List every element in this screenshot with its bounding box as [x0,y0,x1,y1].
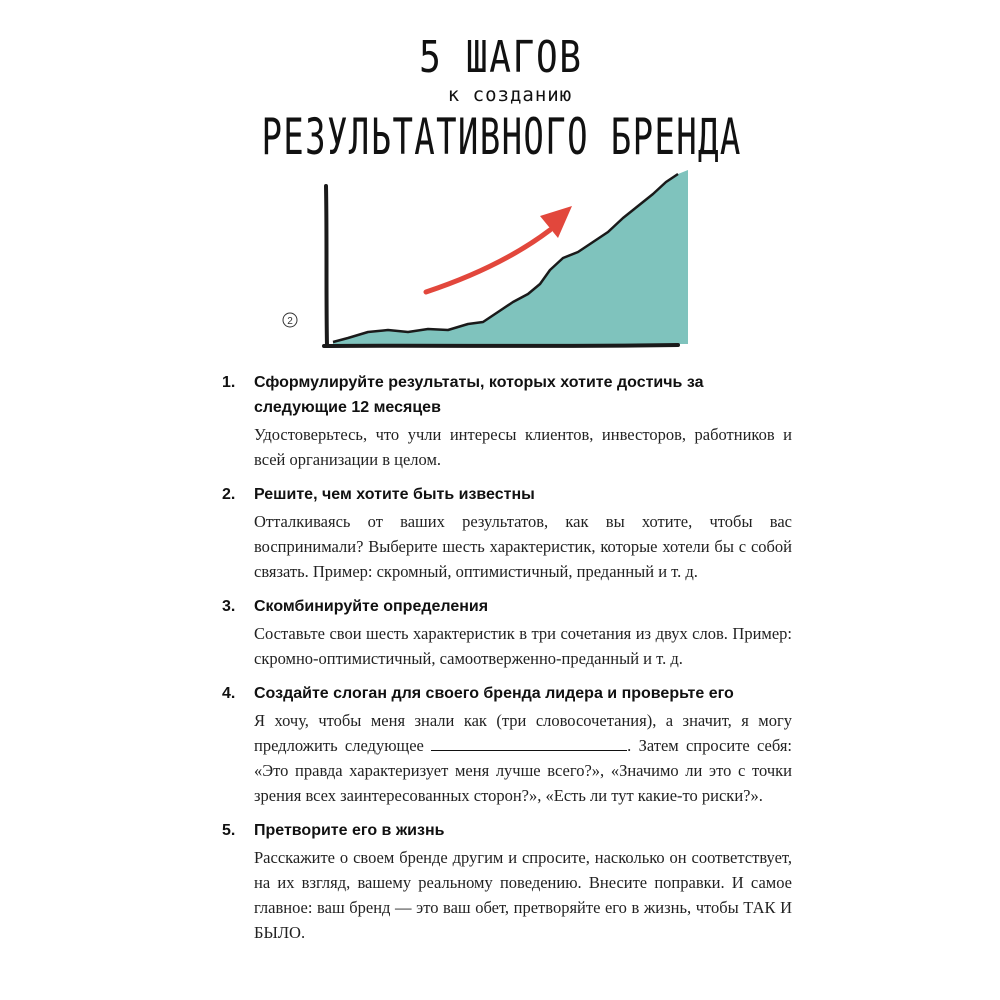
step-heading: Сформулируйте результаты, которых хотите достичь за следующие 12 месяцев [254,374,704,416]
step-text-part: Я хочу, чтобы меня знали как (три словосочетания), а значит, я могу предложить следующее [254,711,792,755]
step-item [222,482,792,584]
step-text-part: . Затем спросите себя: «Это правда характеризует меня лучше всего?», «Значимо ли это с точки зрения всех заинтересованных сторон?», «Есть ли тут какие-то риски?». [254,736,793,805]
step-number: 4. [222,685,236,702]
figure-marker-number: 2 [287,316,293,327]
step-number: 5. [222,822,236,839]
title-five-steps: 5 ШАГОВ [419,32,583,83]
step-text [254,708,792,808]
step-text: Отталкиваясь от ваших результатов, как вы хотите, чтобы вас воспринимали? Выберите шесть характеристик, которые хотели бы с собой связать. Пример: скромный, оптимистичный, преданный и т. д. [254,512,792,581]
title-effective-brand: РЕЗУЛЬТАТИВНОГО БРЕНДА [261,108,742,166]
step-number: 1. [222,374,236,391]
step-heading: Решите, чем хотите быть известны [254,486,535,503]
step-text: Расскажите о своем бренде другим и спросите, насколько он соответствует, на их взгляд, вашему реальному поведению. Внесите поправки. И самое главное: ваш бренд — это ваш обет, претворяйте его в жизнь, чтобы ТАК И БЫЛО. [254,848,792,942]
steps-list [222,370,792,955]
fill-in-blank-line [431,736,627,751]
step-number: 2. [222,486,236,503]
step-item [222,818,792,945]
step-number: 3. [222,598,236,615]
figure-marker [283,313,297,327]
growth-illustration [278,166,708,362]
title-subtitle: к созданию [447,84,573,106]
step-item [222,594,792,671]
step-heading: Претворите его в жизнь [254,822,445,839]
step-text: Составьте свои шесть характеристик в три сочетания из двух слов. Пример: скромно-оптимистичный, самоотверженно-преданный и т. д. [254,624,792,668]
step-item [222,370,792,472]
step-heading: Создайте слоган для своего бренда лидера и проверьте его [254,685,734,702]
step-heading: Скомбинируйте определения [254,598,489,615]
step-text: Удостоверьтесь, что учли интересы клиентов, инвесторов, работников и всей организации в целом. [254,425,792,469]
step-item [222,681,792,808]
